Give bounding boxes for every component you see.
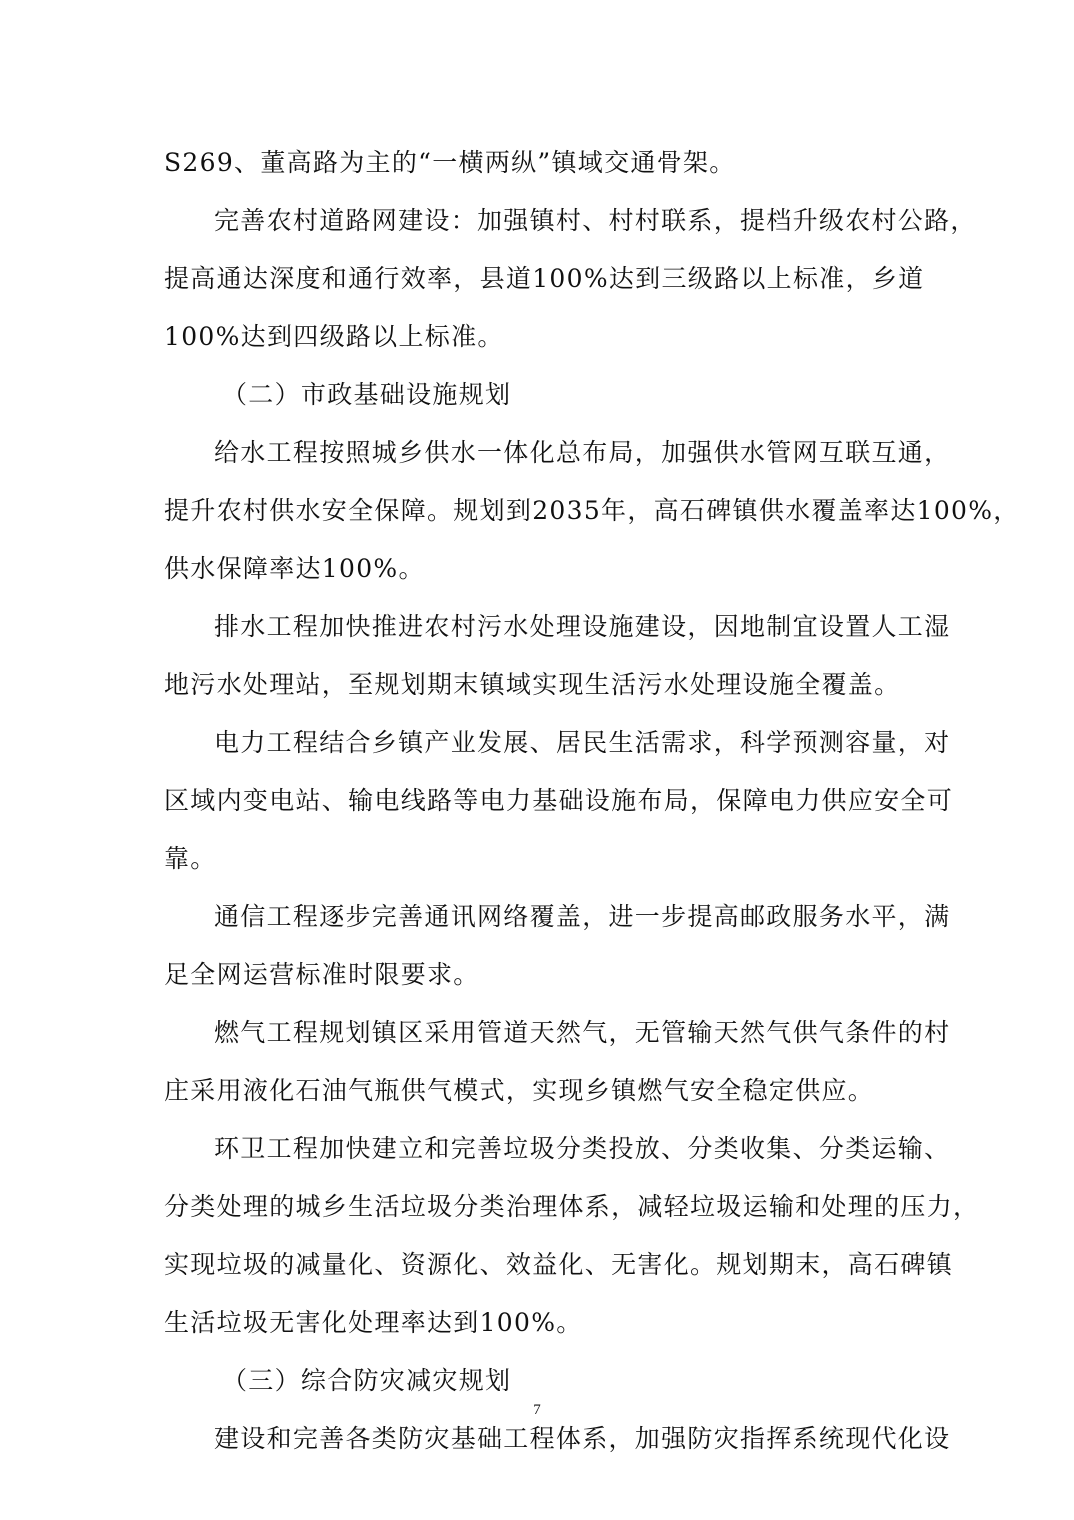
text-line: 100%达到四级路以上标准。 [164, 322, 504, 351]
text-line: 分类处理的城乡生活垃圾分类治理体系，减轻垃圾运输和处理的压力， [164, 1192, 980, 1221]
text-line: 提升农村供水安全保障。规划到2035年，高石碑镇供水覆盖率达100%， [164, 496, 1020, 525]
paragraph-first-line: 通信工程逐步完善通讯网络覆盖，进一步提高邮政服务水平，满 [214, 902, 951, 931]
text-line: 靠。 [164, 844, 217, 873]
text-line: 区域内变电站、输电线路等电力基础设施布局，保障电力供应安全可 [164, 786, 954, 815]
text-line: 足全网运营标准时限要求。 [164, 960, 480, 989]
paragraph-first-line: 给水工程按照城乡供水一体化总布局，加强供水管网互联互通， [214, 438, 951, 467]
text-line: 庄采用液化石油气瓶供气模式，实现乡镇燃气安全稳定供应。 [164, 1076, 875, 1105]
section-heading: （二）市政基础设施规划 [222, 380, 512, 409]
text-line: 供水保障率达100%。 [164, 554, 425, 583]
text-line: 实现垃圾的减量化、资源化、效益化、无害化。规划期末，高石碑镇 [164, 1250, 954, 1279]
section-heading: （三）综合防灾减灾规划 [222, 1366, 512, 1395]
text-line: 地污水处理站，至规划期末镇域实现生活污水处理设施全覆盖。 [164, 670, 901, 699]
paragraph-first-line: 完善农村道路网建设：加强镇村、村村联系，提档升级农村公路， [214, 206, 977, 235]
text-line: 提高通达深度和通行效率，县道100%达到三级路以上标准，乡道 [164, 264, 925, 293]
document-body [164, 140, 1020, 1474]
page-number: 7 [533, 1402, 541, 1418]
paragraph-first-line: 排水工程加快推进农村污水处理设施建设，因地制宜设置人工湿 [214, 612, 951, 641]
paragraph-first-line: 燃气工程规划镇区采用管道天然气，无管输天然气供气条件的村 [214, 1018, 951, 1047]
paragraph-first-line: 建设和完善各类防灾基础工程体系，加强防灾指挥系统现代化设 [214, 1424, 951, 1453]
paragraph-first-line: 电力工程结合乡镇产业发展、居民生活需求，科学预测容量，对 [214, 728, 951, 757]
text-line: S269、董高路为主的“一横两纵”镇域交通骨架。 [164, 148, 736, 177]
text-line: 生活垃圾无害化处理率达到100%。 [164, 1308, 583, 1337]
paragraph-first-line: 环卫工程加快建立和完善垃圾分类投放、分类收集、分类运输、 [214, 1134, 951, 1163]
